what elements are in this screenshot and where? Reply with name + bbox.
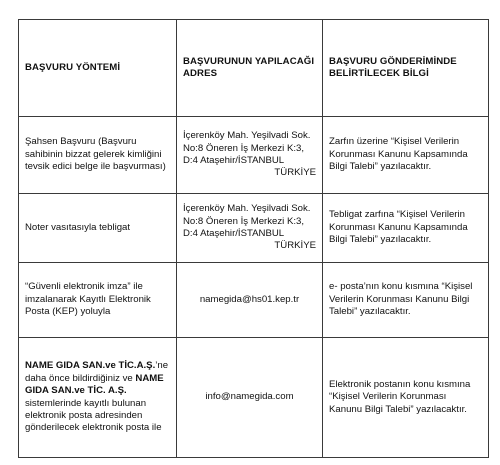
table-row <box>19 117 489 194</box>
header-address: BAŞVURUNUN YAPILACAĞI ADRES <box>177 20 323 117</box>
kep-address: namegida@hs01.kep.tr <box>199 293 300 305</box>
address-main: İçerenköy Mah. Yeşilvadi Sok. No:8 Öneren İş Merkezi K:3, D:4 Ataşehir/İSTANBUL <box>183 203 311 239</box>
address-country: TÜRKİYE <box>274 240 316 252</box>
method-text: ’ne daha önce bildirdiğiniz ve <box>25 360 169 384</box>
method-text: sistemlerinde kayıtlı bulunan elektronik posta adresinden gönderilecek elektronik posta ile <box>25 397 162 434</box>
cell-address <box>177 263 323 338</box>
cell-method: Şahsen Başvuru (Başvuru sahibinin bizzat gelerek kimliğini tevsik edici belge ile başvurması) <box>19 117 177 194</box>
cell-method: Noter vasıtasıyla tebligat <box>19 194 177 263</box>
table-row <box>19 194 489 263</box>
cell-address <box>177 117 323 194</box>
cell-address <box>177 194 323 263</box>
header-info: BAŞVURU GÖNDERİMİNDE BELİRTİLECEK BİLGİ <box>323 20 489 117</box>
cell-info: Elektronik postanın konu kısmına “Kişisel Verilerin Korunması Kanunu Bilgi Talebi” yazılacaktır. <box>323 338 489 458</box>
cell-info: e- posta’nın konu kısmına “Kişisel Verilerin Korunması Kanunu Bilgi Talebi” yazılacaktır. <box>323 263 489 338</box>
company-name: NAME GIDA SAN.ve TİC.A.Ş. <box>25 360 156 372</box>
table-header-row <box>19 20 489 117</box>
application-methods-table <box>18 19 489 458</box>
address-country: TÜRKİYE <box>274 167 316 179</box>
cell-method <box>19 338 177 458</box>
header-method: BAŞVURU YÖNTEMİ <box>19 20 177 117</box>
cell-address <box>177 338 323 458</box>
cell-method: “Güvenli elektronik imza” ile imzalanarak Kayıtlı Elektronik Posta (KEP) yoluyla <box>19 263 177 338</box>
table-row <box>19 263 489 338</box>
company-name: NAME GIDA SAN.ve TİC. A.Ş. <box>25 372 164 397</box>
table-row <box>19 338 489 458</box>
email-address: info@namegida.com <box>205 391 294 403</box>
address-main: İçerenköy Mah. Yeşilvadi Sok. No:8 Öneren İş Merkezi K:3, D:4 Ataşehir/İSTANBUL <box>183 130 311 166</box>
cell-info: Tebligat zarfına “Kişisel Verilerin Korunması Kanunu Kapsamında Bilgi Talebi” yazılacaktır. <box>323 194 489 263</box>
cell-info: Zarfın üzerine “Kişisel Verilerin Korunması Kanunu Kapsamında Bilgi Talebi” yazılacaktır. <box>323 117 489 194</box>
